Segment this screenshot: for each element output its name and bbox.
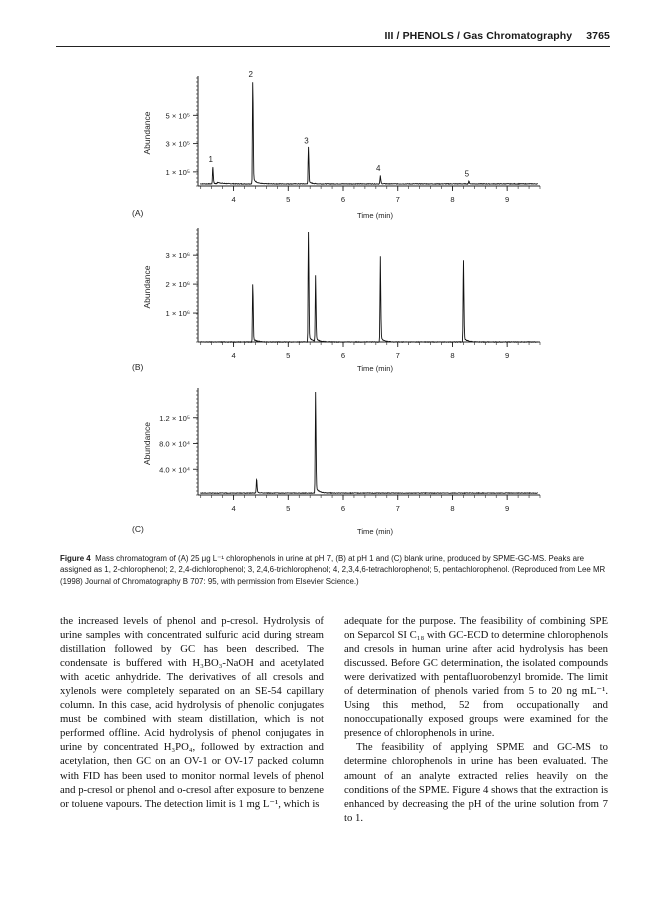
x-tick-label: 9 <box>505 195 510 204</box>
x-axis-title: Time (min) <box>357 527 393 536</box>
chromatogram-trace <box>200 232 538 342</box>
peak-label-2: 2 <box>248 70 253 80</box>
panel-label: (B) <box>132 362 144 372</box>
x-tick-label: 7 <box>395 195 400 204</box>
page-number: 3765 <box>586 30 610 42</box>
x-tick-label: 8 <box>450 504 455 513</box>
y-tick-label: 1.2 × 10⁵ <box>159 413 190 423</box>
y-axis-title: Abundance <box>142 265 152 309</box>
x-tick-label: 7 <box>395 504 400 513</box>
panel-label: (C) <box>132 524 144 534</box>
x-tick-label: 4 <box>231 195 236 204</box>
caption-text: Mass chromatogram of (A) 25 μg L⁻¹ chlorophenols in urine at pH 7, (B) at pH 1 and (C) blank urine, produced by SPME-GC-MS. Peaks are assigned as 1, 2-chlorophenol; 2, 2,4-dichlorophenol; 3, 2,4,6-trichlorophenol; 4, 2,3,4,6-tetrachlorophenol; 5, pentachlorophenol. (Reproduced from Lee MR (1998) Journal of Chromatography B 707: 95, with permission from Elsevier Science.) <box>60 554 606 586</box>
y-axis-title: Abundance <box>142 111 152 155</box>
x-tick-label: 5 <box>286 195 291 204</box>
chromatogram-trace <box>200 392 538 493</box>
chromatogram-panel-3 <box>132 388 540 536</box>
chromatogram-panel-1 <box>132 70 540 220</box>
x-tick-label: 8 <box>450 351 455 360</box>
chromatogram-trace <box>200 82 538 184</box>
x-tick-label: 8 <box>450 195 455 204</box>
x-tick-label: 4 <box>231 351 236 360</box>
caption-label: Figure 4 <box>60 554 91 563</box>
x-tick-label: 9 <box>505 504 510 513</box>
x-tick-label: 6 <box>340 504 346 513</box>
x-tick-label: 6 <box>340 195 346 204</box>
body-column-right <box>344 614 608 825</box>
y-tick-label: 5 × 10⁵ <box>165 111 190 121</box>
body-paragraph: the increased levels of phenol and p-cresol. Hydrolysis of urine samples with concentrated sulfuric acid during stream distillation followed by GC has been described. The condensate is buffered with H₃BO₃-NaOH and acetylated with acetic anhydride. The derivatives of all cresols and xylenols were completely separated on an SE-54 capillary column. In this case, acid hydrolysis of phenolic conjugates must be combined with steam distillation, which is not performed offline. Acid hydrolysis of phenol conjugates in urine by concentrated H₃PO₄, followed by extraction and acetylation, then GC on an OV-1 or OV-17 packed column with FID has been used to monitor normal levels of phenol and p-cresol or phenol and o-cresol after exposure to benzene or toluene vapours. The detection limit is 1 mg L⁻¹, which is <box>60 615 324 810</box>
x-tick-label: 5 <box>286 504 291 513</box>
y-tick-label: 2 × 10⁶ <box>165 280 190 290</box>
chromatogram-panel-2 <box>132 228 540 373</box>
x-tick-label: 5 <box>286 351 291 360</box>
x-axis-title: Time (min) <box>357 211 393 220</box>
x-tick-label: 6 <box>340 351 346 360</box>
y-tick-label: 1 × 10⁶ <box>165 309 190 319</box>
figure-caption <box>60 553 612 587</box>
x-tick-label: 9 <box>505 351 510 360</box>
x-tick-label: 7 <box>395 351 400 360</box>
peak-label-4: 4 <box>375 164 381 174</box>
y-tick-label: 8.0 × 10⁴ <box>159 439 190 449</box>
y-tick-label: 3 × 10⁵ <box>165 139 190 149</box>
x-axis-title: Time (min) <box>357 364 393 373</box>
running-head-section: III / PHENOLS / Gas Chromatography <box>384 30 573 42</box>
body-column-left <box>60 614 324 811</box>
y-axis-title: Abundance <box>142 421 152 466</box>
x-tick-label: 4 <box>231 504 236 513</box>
panel-label: (A) <box>132 208 144 218</box>
y-tick-label: 1 × 10⁵ <box>165 167 190 177</box>
peak-label-5: 5 <box>464 169 470 179</box>
peak-label-1: 1 <box>208 154 214 164</box>
body-paragraph: adequate for the purpose. The feasibility of combining SPE on Separcol SI C₁₈ with GC-ECD to determine chlorophenols and cresols in human urine after acid hydrolysis has been discussed. Before GC determination, the isolated compounds were derivatized with pentafluorobenzyl bromide. The limit of determination of phenols varied from 5 to 20 ng mL⁻¹. Using this method, 52 from occupationally and nonoccupationally exposed groups were examined for the presence of chlorophenols in urine. <box>344 615 608 740</box>
y-tick-label: 4.0 × 10⁴ <box>159 465 190 475</box>
y-tick-label: 3 × 10⁶ <box>165 251 190 261</box>
peak-label-3: 3 <box>304 136 309 146</box>
body-paragraph: The feasibility of applying SPME and GC-MS to determine chlorophenols in urine has been evaluated. The amount of an analyte extracted relies heavily on the conditions of the SPME. Figure 4 shows that the extraction is enhanced by decreasing the pH of the urine solution from 7 to 1. <box>344 741 608 824</box>
